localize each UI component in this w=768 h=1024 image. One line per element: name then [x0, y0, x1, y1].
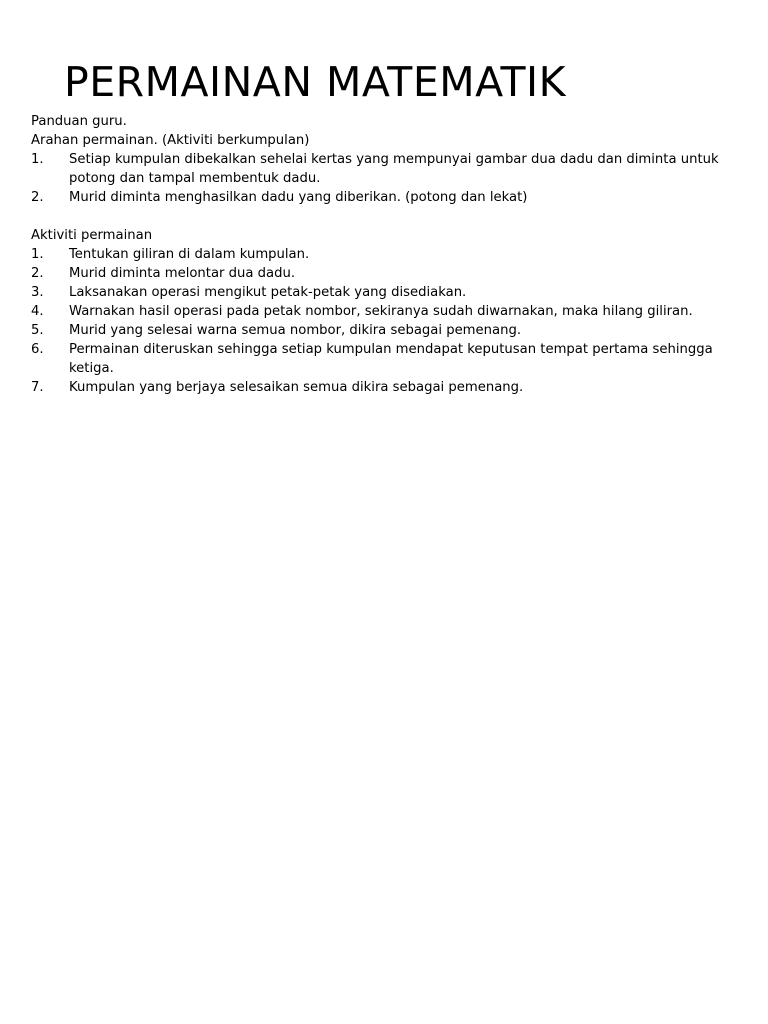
instruction-item [31, 188, 746, 207]
activity-step-text: Murid diminta melontar dua dadu. [69, 266, 296, 281]
activity-step [31, 378, 746, 397]
activity-step [31, 264, 746, 283]
activity-step-number: 4. [31, 304, 44, 319]
instruction-number: 2. [31, 190, 44, 205]
document-body [31, 112, 746, 397]
activity-step-text: Laksanakan operasi mengikut petak-petak yang disediakan. [69, 285, 467, 300]
instruction-item [31, 150, 746, 188]
instruction-text: Murid diminta menghasilkan dadu yang diberikan. (potong dan lekat) [69, 190, 528, 205]
activity-step [31, 302, 746, 321]
activity-step [31, 283, 746, 302]
instruction-list [31, 150, 746, 207]
activity-step-number: 6. [31, 342, 44, 357]
intro-line-game-instructions: Arahan permainan. (Aktiviti berkumpulan) [31, 133, 310, 148]
instruction-text: Setiap kumpulan dibekalkan sehelai kertas yang mempunyai gambar dua dadu dan diminta untuk potong dan tampal membentuk dadu. [69, 152, 719, 186]
activity-step [31, 321, 746, 340]
activity-step-list [31, 245, 746, 397]
activity-step-text: Murid yang selesai warna semua nombor, dikira sebagai pemenang. [69, 323, 522, 338]
activity-step-number: 3. [31, 285, 44, 300]
activity-step [31, 340, 746, 378]
section-spacer [31, 207, 746, 226]
activity-step-number: 5. [31, 323, 44, 338]
instruction-number: 1. [31, 152, 44, 167]
activity-step [31, 245, 746, 264]
activity-step-text: Kumpulan yang berjaya selesaikan semua dikira sebagai pemenang. [69, 380, 524, 395]
activity-step-text: Warnakan hasil operasi pada petak nombor, sekiranya sudah diwarnakan, maka hilang giliran. [69, 304, 693, 319]
activity-heading: Aktiviti permainan [31, 228, 153, 243]
page-title: PERMAINAN MATEMATIK [64, 58, 567, 106]
activity-step-number: 7. [31, 380, 44, 395]
activity-step-number: 2. [31, 266, 44, 281]
activity-step-text: Permainan diteruskan sehingga setiap kumpulan mendapat keputusan tempat pertama sehingga ketiga. [69, 342, 713, 376]
activity-step-number: 1. [31, 247, 44, 262]
intro-line-teacher-guide: Panduan guru. [31, 114, 127, 129]
activity-step-text: Tentukan giliran di dalam kumpulan. [69, 247, 310, 262]
